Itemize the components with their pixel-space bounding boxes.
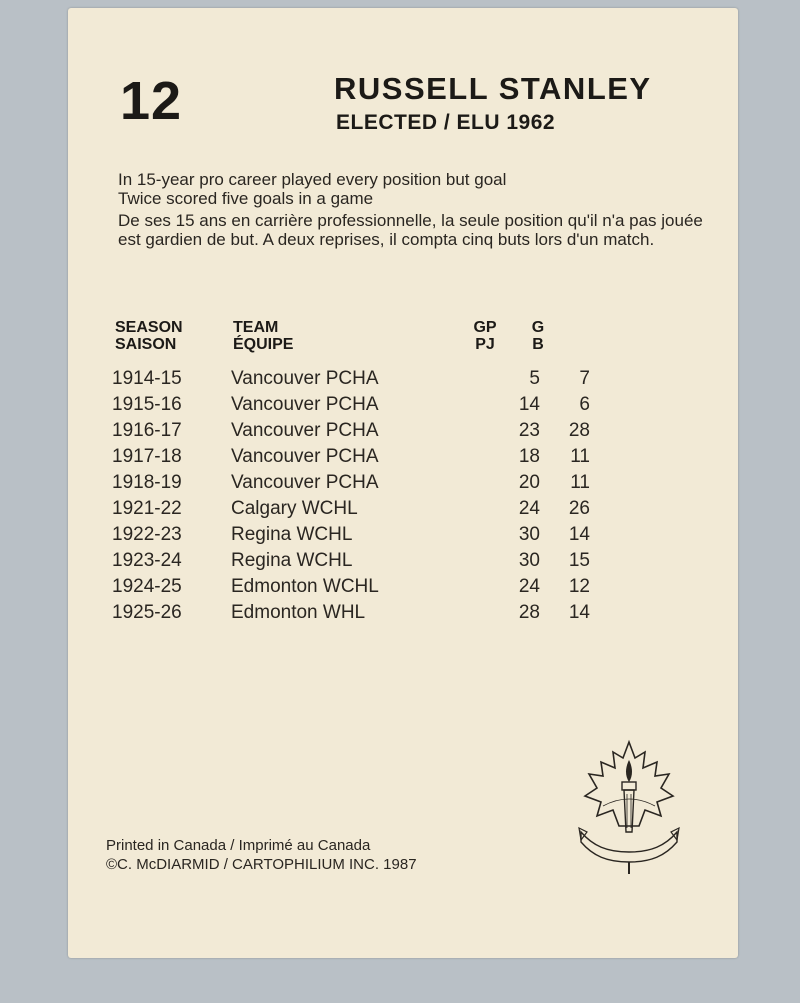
bio-english-line-2: Twice scored five goals in a game (118, 189, 374, 208)
career-stats-table (112, 368, 590, 628)
goals-cell: 15 (568, 550, 590, 571)
goals-cell: 26 (568, 498, 590, 519)
player-name: RUSSELL STANLEY (334, 71, 652, 106)
team-cell: Calgary WCHL (231, 498, 358, 519)
card-number: 12 (120, 71, 183, 131)
goals-cell: 6 (579, 394, 590, 415)
goals-cell: 12 (568, 576, 590, 597)
elected-year: ELECTED / ELU 1962 (336, 111, 556, 134)
season-cell: 1917-18 (112, 446, 182, 467)
table-row (112, 394, 590, 420)
team-cell: Vancouver PCHA (231, 446, 379, 467)
table-row (112, 602, 590, 628)
table-row (112, 524, 590, 550)
goals-cell: 14 (568, 524, 590, 545)
season-cell: 1923-24 (112, 550, 182, 571)
games-played-column-header: GP PJ (473, 319, 497, 353)
goals-cell: 7 (579, 368, 590, 389)
games-played-cell: 24 (518, 498, 540, 519)
games-played-cell: 30 (518, 524, 540, 545)
team-cell: Vancouver PCHA (231, 368, 379, 389)
goals-cell: 11 (570, 472, 590, 493)
team-column-header: TEAM ÉQUIPE (233, 319, 294, 353)
season-cell: 1924-25 (112, 576, 182, 597)
hall-of-fame-logo-icon (573, 736, 685, 878)
table-row (112, 420, 590, 446)
goals-cell: 14 (568, 602, 590, 623)
table-row (112, 368, 590, 394)
games-played-cell: 14 (518, 394, 540, 415)
table-row (112, 576, 590, 602)
games-played-cell: 20 (518, 472, 540, 493)
team-cell: Vancouver PCHA (231, 394, 379, 415)
team-cell: Regina WCHL (231, 524, 353, 545)
team-cell: Vancouver PCHA (231, 472, 379, 493)
team-cell: Regina WCHL (231, 550, 353, 571)
season-cell: 1921-22 (112, 498, 182, 519)
season-cell: 1915-16 (112, 394, 182, 415)
player-bio (118, 170, 718, 249)
copyright-notice: ©C. McDIARMID / CARTOPHILIUM INC. 1987 (106, 856, 417, 873)
table-row (112, 446, 590, 472)
season-cell: 1918-19 (112, 472, 182, 493)
team-cell: Edmonton WHL (231, 602, 366, 623)
team-cell: Vancouver PCHA (231, 420, 379, 441)
goals-cell: 11 (570, 446, 590, 467)
season-cell: 1925-26 (112, 602, 182, 623)
bio-english-line-1: In 15-year pro career played every position but goal (118, 170, 507, 189)
games-played-cell: 30 (518, 550, 540, 571)
trading-card-back (68, 8, 738, 958)
season-cell: 1914-15 (112, 368, 182, 389)
season-column-header: SEASON SAISON (115, 319, 183, 353)
season-cell: 1916-17 (112, 420, 182, 441)
games-played-cell: 23 (518, 420, 540, 441)
games-played-cell: 5 (529, 368, 540, 389)
games-played-cell: 18 (518, 446, 540, 467)
games-played-cell: 28 (518, 602, 540, 623)
team-cell: Edmonton WCHL (231, 576, 379, 597)
table-row (112, 550, 590, 576)
goals-cell: 28 (568, 420, 590, 441)
goals-column-header: G B (531, 319, 545, 353)
games-played-cell: 24 (518, 576, 540, 597)
table-row (112, 498, 590, 524)
bio-french: De ses 15 ans en carrière professionnelle, la seule position qu'il n'a pas jouée est gardien de but. A deux reprises, il compta cinq buts lors d'un match. (118, 211, 703, 249)
printed-in-canada: Printed in Canada / Imprimé au Canada (106, 837, 371, 854)
season-cell: 1922-23 (112, 524, 182, 545)
card-footer (106, 836, 417, 874)
table-row (112, 472, 590, 498)
